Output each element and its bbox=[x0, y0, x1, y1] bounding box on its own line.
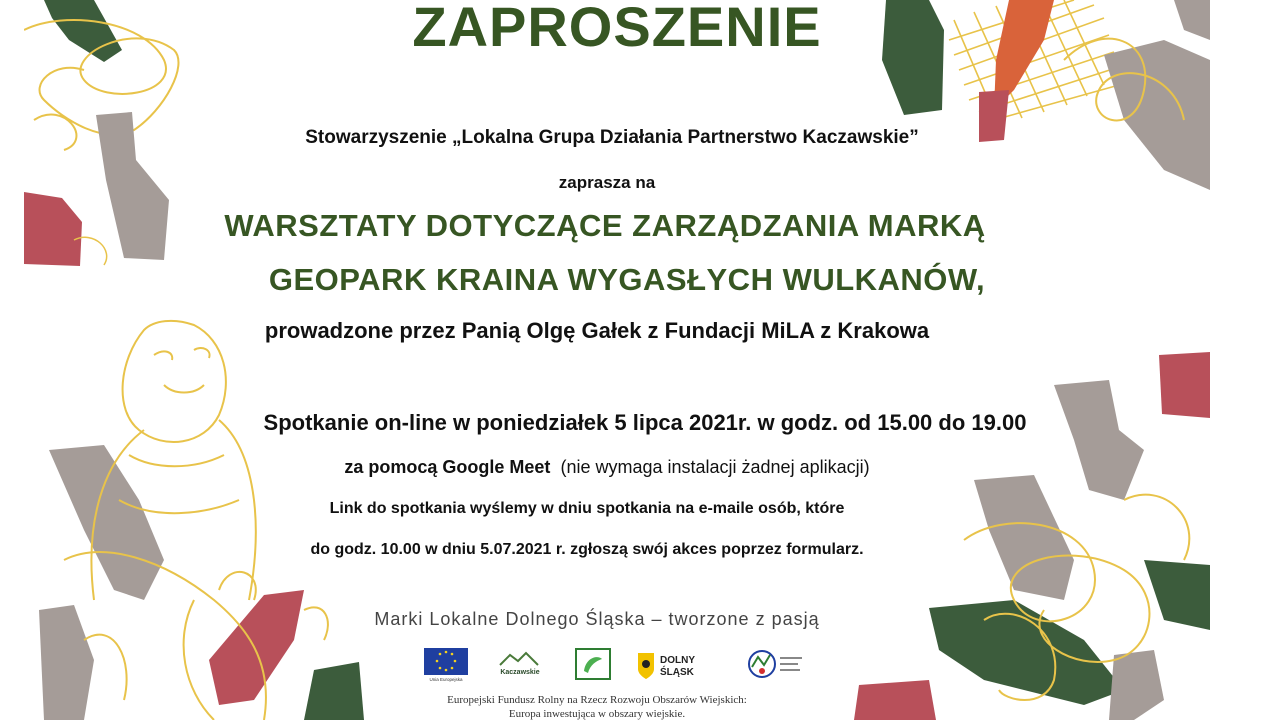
fund-line2: Europa inwestująca w obszary wiejskie. bbox=[508, 708, 686, 720]
fund-line1: Europejski Fundusz Rolny na Rzecz Rozwoju Obszarów Wiejskich: bbox=[447, 694, 747, 706]
link-info-line1: Link do spotkania wyślemy w dniu spotkania na e-maile osób, które bbox=[329, 500, 845, 517]
red-shape bbox=[1159, 352, 1210, 418]
dolny-label: DOLNY bbox=[660, 655, 695, 666]
eu-flag-logo bbox=[422, 647, 470, 683]
organization-line: Stowarzyszenie „Lokalna Grupa Działania Partnerstwo Kaczawskie” bbox=[305, 127, 919, 148]
invites-text: zaprasza na bbox=[558, 173, 656, 192]
kaczawskie-logo bbox=[494, 647, 546, 683]
taupe-shape bbox=[974, 475, 1074, 600]
leader-logo bbox=[572, 647, 614, 683]
meeting-datetime: Spotkanie on-line w poniedziałek 5 lipca 2021r. w godz. od 15.00 do 19.00 bbox=[263, 410, 1027, 435]
invitation-title: ZAPROSZENIE bbox=[412, 0, 822, 58]
platform-name: za pomocą Google Meet bbox=[344, 457, 551, 477]
sponsor-logos bbox=[422, 647, 812, 683]
taupe-shape bbox=[1104, 40, 1210, 190]
workshop-title-line1: WARSZTATY DOTYCZĄCE ZARZĄDZANIA MARKĄ bbox=[224, 208, 986, 243]
invitation-slide bbox=[24, 0, 1210, 720]
link-info-line2: do godz. 10.00 w dniu 5.07.2021 r. zgłoszą swój akces poprzez formularz. bbox=[310, 541, 864, 558]
prow-logo bbox=[744, 647, 808, 683]
dolny-slask-logo bbox=[634, 647, 714, 683]
eu-caption: Unia Europejska bbox=[429, 677, 463, 682]
workshop-title-line2: GEOPARK KRAINA WYGASŁYCH WULKANÓW, bbox=[268, 262, 986, 297]
platform-line bbox=[24, 457, 1200, 478]
platform-note: (nie wymaga instalacji żadnej aplikacji) bbox=[560, 457, 870, 477]
taupe-shape bbox=[1054, 380, 1144, 500]
footer-tagline: Marki Lokalne Dolnego Śląska – tworzone z pasją bbox=[374, 609, 820, 629]
kaczawskie-label: Kaczawskie bbox=[500, 669, 540, 676]
slask-label: ŚLĄSK bbox=[660, 667, 694, 678]
led-by-line: prowadzone przez Panią Olgę Gałek z Fundacji MiLA z Krakowa bbox=[264, 318, 930, 343]
